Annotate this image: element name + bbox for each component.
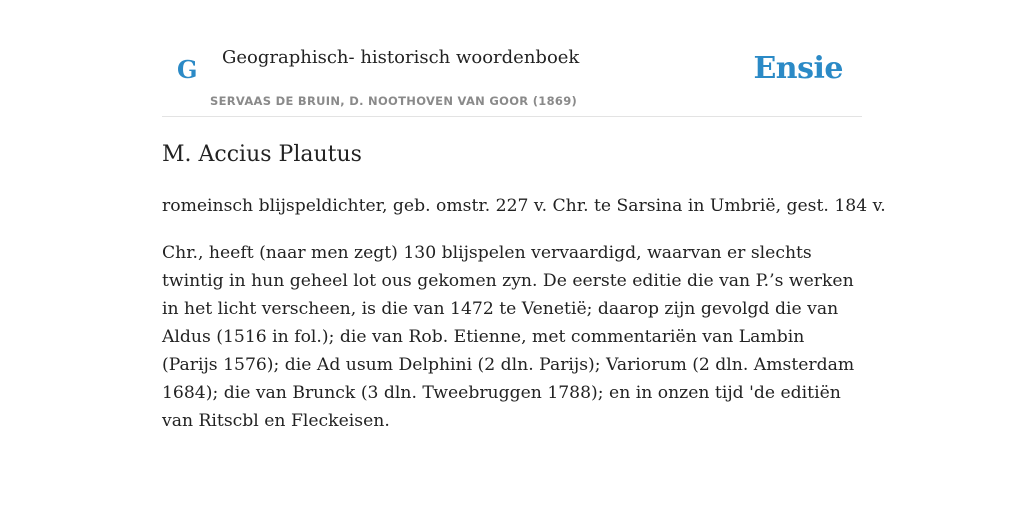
- header: [162, 0, 862, 117]
- page: [162, 0, 886, 512]
- book-title-link[interactable]: Geographisch- historisch woordenboek: [222, 47, 580, 68]
- entry-paragraph: Chr., heeft (naar men zegt) 130 blijspelen vervaardigd, waarvan er slechts twintig in hun geheel lot ous gekomen zyn. De eerste editie die van P.’s werken in het licht verscheen, is die van 1472 te Venetië; daarop zijn gevolgd die van Aldus (1516 in fol.); die van Rob. Etienne, met commentariën van Lambin (Parijs 1576); die Ad usum Delphini (2 dln. Parijs); Variorum (2 dln. Amsterdam 1684); die van Brunck (3 dln. Tweebruggen 1788); en in onzen tijd 'de editiën van Ritscbl en Fleckeisen.: [162, 243, 855, 431]
- entry-paragraph: romeinsch blijspeldichter, geb. omstr. 227 v. Chr. te Sarsina in Umbrië, gest. 184 v.: [162, 196, 886, 216]
- entry-title: M. Accius Plautus: [162, 142, 362, 167]
- letter-index-link[interactable]: G: [177, 55, 198, 84]
- book-authors: SERVAAS DE BRUIN, D. NOOTHOVEN VAN GOOR (1869): [210, 94, 578, 108]
- ensie-logo-link[interactable]: Ensie: [753, 51, 843, 86]
